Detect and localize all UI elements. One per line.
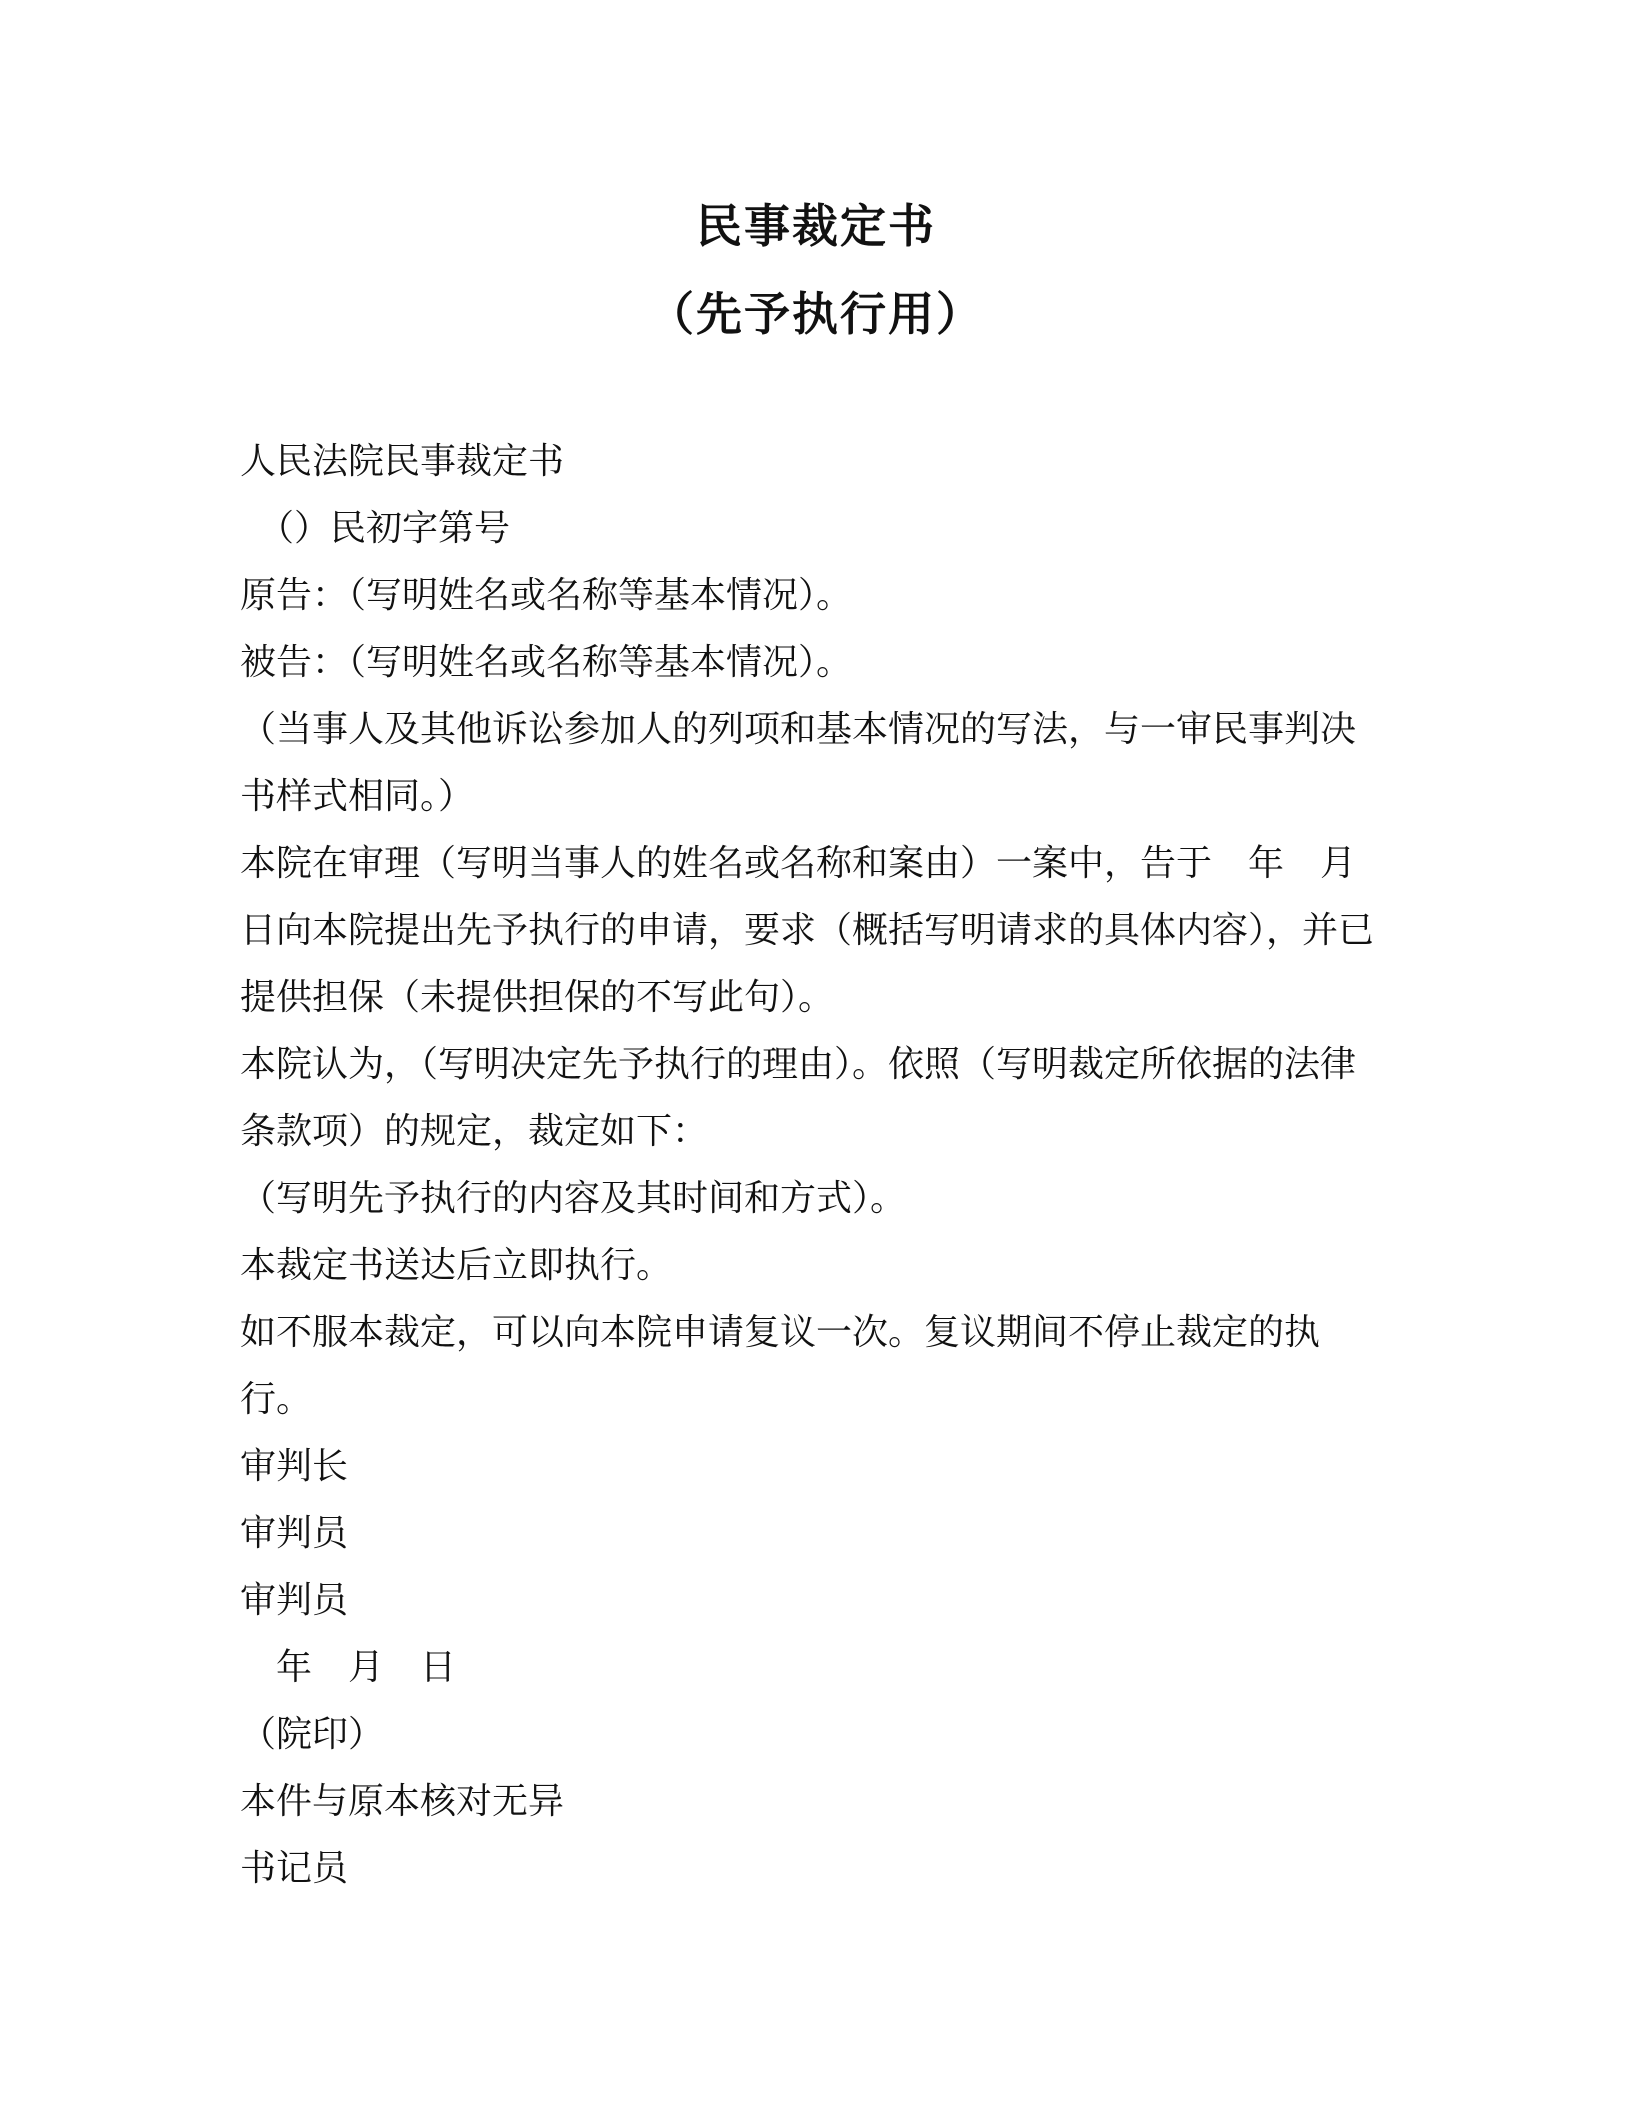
court-seal-line: （院印） [240,1714,385,1755]
verification-line: 本件与原本核对无异 [240,1781,565,1822]
document-title: 民事裁定书 [696,199,936,253]
parties-note: （当事人及其他诉讼参加人的列项和基本情况的写法，与一审民事判决书样式相同。） [240,709,1357,817]
document-subtitle: （先予执行用） [648,287,984,341]
date-line: 年 月 日 [240,1647,457,1688]
ruling-content: （写明先予执行的内容及其时间和方式）。 [240,1178,907,1219]
application-paragraph: 本院在审理（写明当事人的姓名或名称和案由）一案中，告于 年 月日向本院提出先予执行的申请，要求（概括写明请求的具体内容），并已提供担保（未提供担保的不写此句）。 [240,843,1375,1018]
appeal-statement: 如不服本裁定，可以向本院申请复议一次。复议期间不停止裁定的执行。 [240,1312,1321,1420]
judge-line-1: 审判员 [240,1513,349,1554]
plaintiff-line: 原告：（写明姓名或名称等基本情况）。 [240,575,853,616]
execution-statement: 本裁定书送达后立即执行。 [240,1245,673,1286]
defendant-line: 被告：（写明姓名或名称等基本情况）。 [240,642,853,683]
presiding-judge-line: 审判长 [240,1446,349,1487]
reasoning-paragraph: 本院认为，（写明决定先予执行的理由）。依照（写明裁定所依据的法律条款项）的规定，裁定如下： [240,1044,1357,1152]
document-body [240,428,1390,1902]
case-number: （）民初字第号 [258,508,511,549]
court-heading: 人民法院民事裁定书 [240,441,565,482]
judge-line-2: 审判员 [240,1580,349,1621]
clerk-line: 书记员 [240,1848,349,1889]
